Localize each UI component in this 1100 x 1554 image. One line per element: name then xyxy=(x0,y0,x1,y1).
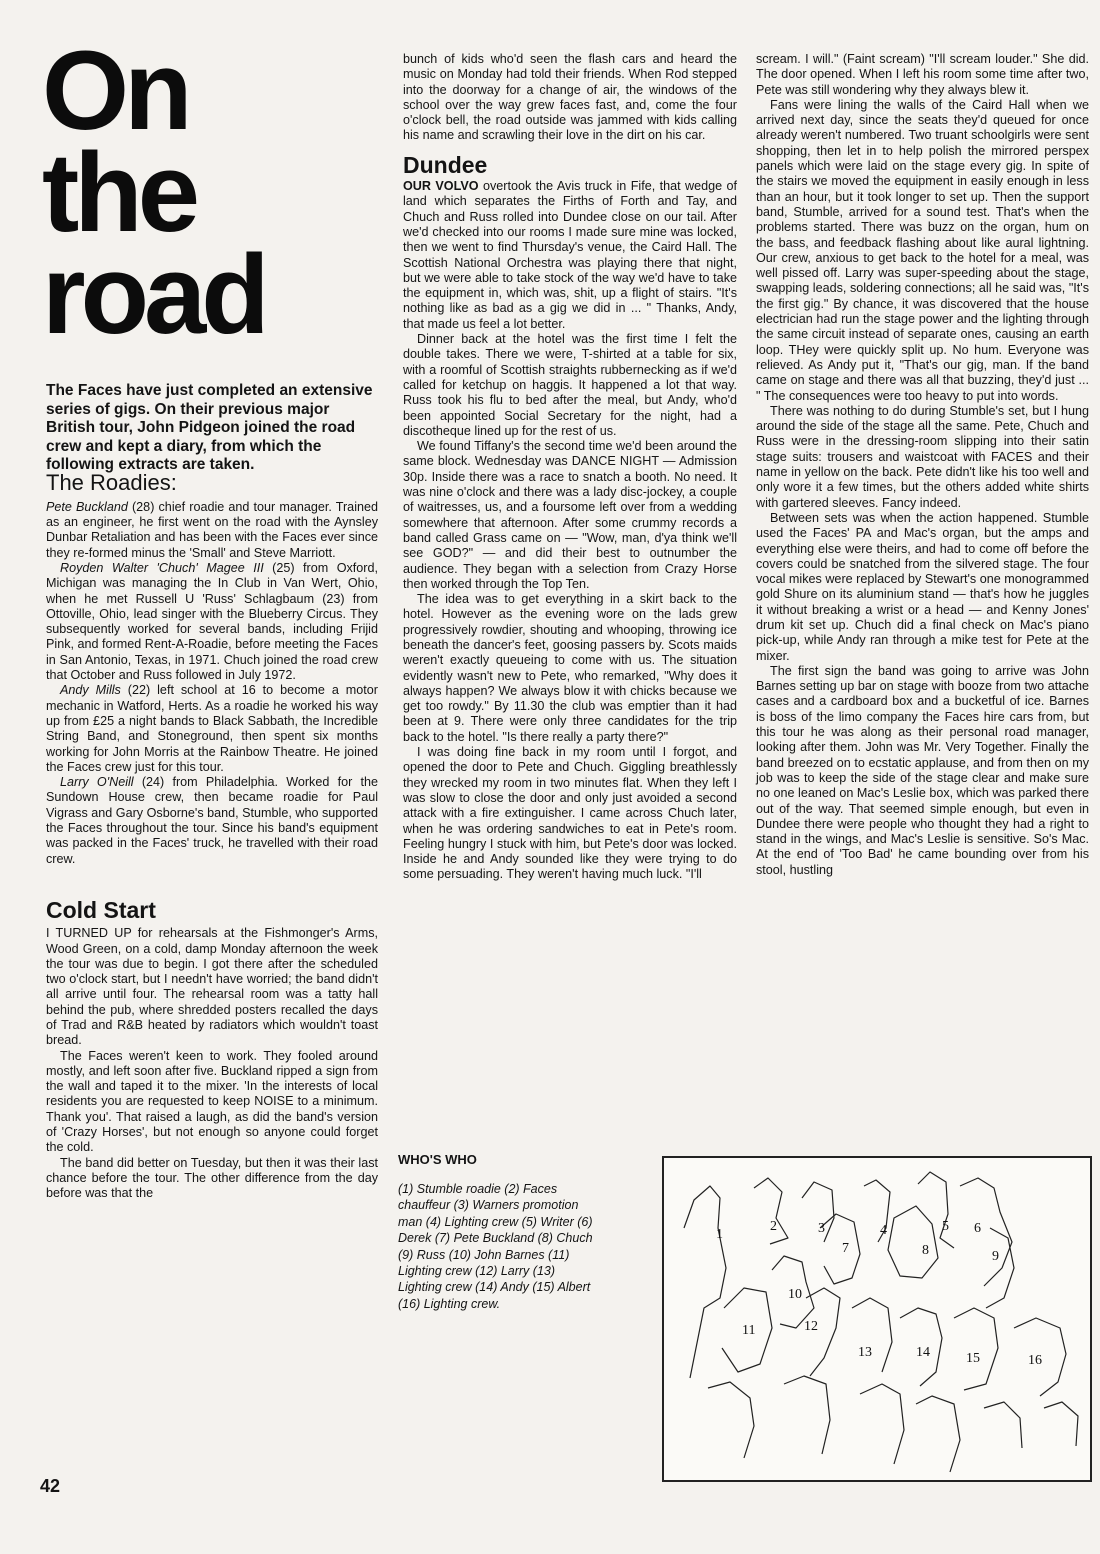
body-paragraph: Dinner back at the hotel was the first time I felt the double takes. There we were, T-shirted at a table for six, with a roomful of Scottish straights rubbernecking as if we'd called for ketchup on haggis. It happened a lot that way. Russ took his flu to bed after the meal, but Andy, who'd been appointed Social Secretary for the night, had a discotheque lined up for the rest of us. xyxy=(403,332,737,438)
column-middle xyxy=(403,52,737,883)
roadies-heading: The Roadies: xyxy=(46,469,177,495)
body-paragraph: Between sets was when the action happened. Stumble used the Faces' PA and Mac's organ, but the amps and everything else were theirs, and had to come off before the covers could be snatched from the silvered stage. The four vocal mikes were replaced by Stewart's one monogrammed gold Shure on its aluminium stand — that's how he juggles it without breaking a wrist or a head — and Kenny Jones' drum kit set up. Chuch did a final check on Mac's piano pick-up, while Andy ran through a mike test for Pete at the mixer. xyxy=(756,510,1089,663)
figure-number: 10 xyxy=(788,1287,802,1302)
photo-key-illustration xyxy=(662,1156,1092,1482)
roadie-name: Pete Buckland xyxy=(46,499,128,514)
body-paragraph: scream. I will." (Faint scream) "I'll scream louder." She did. The door opened. When I left his room some time after two, Pete was still wondering why they always blew it. xyxy=(756,52,1089,97)
body-paragraph: I TURNED UP for rehearsals at the Fishmonger's Arms, Wood Green, on a cold, damp Monday afternoon the week the tour was due to begin. I got there after the scheduled two o'clock start, but I needn't have worried; the band didn't all arrive until four. The rehearsal room was a tatty hall behind the pub, where shredded posters recalled the days of Trad and R&B heated by radiators which wouldn't toast bread. xyxy=(46,926,378,1048)
title-line-2: the xyxy=(42,130,195,255)
figure-number: 11 xyxy=(742,1323,756,1338)
body-paragraph: I was doing fine back in my room until I forgot, and opened the door to Pete and Chuch. Giggling breathlessly they wrecked my room in two minutes flat. When they left I was slow to close the door and only just avoided a second attack with a fire extinguisher. I came across Chuch later, when he was ordering sandwiches to eat in Pete's room. Feeling hungry I stuck with him, but Pete's door was locked. Inside he and Andy sounded like they were trying to do some persuading. They weren't having much luck. "I'll xyxy=(403,745,737,882)
cold-start-heading: Cold Start xyxy=(46,896,156,923)
title-line-1: On xyxy=(42,28,188,153)
figure-number: 2 xyxy=(770,1219,777,1234)
body-paragraph: The band did better on Tuesday, but then it was their last chance before the tour. The other difference from the day before was that the xyxy=(46,1155,378,1201)
figure-number: 5 xyxy=(942,1219,949,1234)
body-paragraph: The Faces weren't keen to work. They fooled around mostly, and left soon after five. Buckland ripped a sign from the wall and taped it to the mixer. 'In the interests of local residents you are requested to keep NOISE to a minimum. Thank you'. That raised a laugh, as did the band's version of 'Crazy Horses', but not enough so anyone could forget the cold. xyxy=(46,1048,378,1155)
roadie-paragraph: Larry O'Neill (24) from Philadelphia. Worked for the Sundown House crew, then became roadie for Paul Vigrass and Gary Osborne's band, Stumble, who supported the Faces throughout the tour. Since his band's equipment was packed in the Faces' truck, he travelled with their road crew. xyxy=(46,775,378,866)
figure-number: 4 xyxy=(880,1223,887,1238)
standfirst: The Faces have just completed an extensive series of gigs. On their previous major British tour, John Pidgeon joined the road crew and kept a diary, from which the following extracts are taken. xyxy=(46,382,373,473)
figure-number: 7 xyxy=(842,1241,849,1256)
column-right xyxy=(756,52,1089,878)
page-number: 42 xyxy=(40,1476,61,1496)
roadie-paragraph: Pete Buckland (28) chief roadie and tour manager. Trained as an engineer, he first went on the road with the Aynsley Dunbar Retaliation and has been with the Faces ever since they re-formed minus the 'Small' and Steve Marriott. xyxy=(46,499,379,560)
figure-number: 6 xyxy=(974,1221,981,1236)
figure-number: 12 xyxy=(804,1319,818,1334)
whos-who-heading: WHO'S WHO xyxy=(398,1152,477,1167)
roadie-paragraph: Royden Walter 'Chuch' Magee III (25) from Oxford, Michigan was managing the In Club in Van Wert, Ohio, when he met Russell U 'Russ' Schlagbaum (23) from Ottoville, Ohio, lead singer with the Blueberry Circus. They subsequently worked for several bands, including Frijid Pink, and formed Rent-A-Roadie, before meeting the Faces in San Antonio, Texas, in 1971. Chuch joined the road crew that October and Russ followed in July 1972. xyxy=(46,560,379,683)
body-paragraph: OUR VOLVO overtook the Avis truck in Fife, that wedge of land which separates the Firths of Forth and Tay, and Chuch and Russ rolled into Dundee close on our tail. After we'd checked into our rooms I made sure mine was locked, then we went to find Thursday's venue, the Caird Hall. The Scottish National Orchestra was playing there that night, but we were able to take stock of the way we'd have to take the equipment in, which was, shit, up a flight of stairs. "It's nothing like as bad as a gig we did in ... " Thanks, Andy, that made us feel a lot better. xyxy=(403,179,738,331)
figure-number: 16 xyxy=(1028,1353,1042,1368)
figure-number: 15 xyxy=(966,1351,980,1366)
whos-who-text: (1) Stumble roadie (2) Faces chauffeur (3) Warners promotion man (4) Lighting crew (5) Writer (6) Derek (7) Pete Buckland (8) Chuch (9) Russ (10) John Barnes (11) Lighting crew (12) Larry (13) Lighting crew (14) Andy (15) Albert (16) Lighting crew. xyxy=(398,1182,593,1311)
dundee-heading: Dundee xyxy=(403,151,488,178)
roadie-name: Andy Mills xyxy=(60,683,121,698)
body-paragraph: There was nothing to do during Stumble's set, but I hung around the side of the stage all the same. Pete, Chuch and Russ were in the dressing-room slipping into their satin stage suits: trousers and waistcoat with FACES and their name in yellow on the back. Pete didn't like his too well and only wore it a few times, but the others added white shirts with gartered sleeves. Fancy indeed. xyxy=(756,403,1089,510)
figure-number: 8 xyxy=(922,1243,929,1258)
body-paragraph: We found Tiffany's the second time we'd been around the same block. Wednesday was DANCE NIGHT — Admission 30p. Inside there was a race to snatch a booth. No need. It was nine o'clock and there was a lady disc-jockey, a couple of waitresses, us, and a foursome left over from a wedding somewhere that afternoon. After some crummy records a band called Grass came on — "Wow, man, d'ya think we'll see GOD?" — and did their best to outnumber the audience. They began with a selection from Crazy Horse then worked through the Top Ten. xyxy=(403,439,737,591)
whos-who-caption xyxy=(398,1152,598,1312)
figure-number: 13 xyxy=(858,1345,872,1360)
body-paragraph: Fans were lining the walls of the Caird Hall when we arrived next day, since the seats they'd queued for once already weren't numbered. Two truant schoolgirls were sent shopping, then let in to help polish the mirrored perspex panels which were laid on the stage every gig. In spite of the stairs we moved the equipment in easily enough in less than an hour, but it took longer to set up. Then the support band, Stumble, arrived for a sound test. That's when the problems started. There was buzz on the organ, hum on the bass, and feedback flashing about like aural lightning. Our crew, anxious to get back to the hotel for a meal, was well pissed off. Larry was super-speeding about the stage, swapping leads, soldering connections; all he said was, "It's the first gig." By chance, it was discovered that the house electrician had run the stage power and the lighting through the same circuit instead of separate ones, causing an earth loop. THey were quickly split up. No hum. Everyone was relieved. As Andy put it, "That's our gig, man. If the band came on stage and there was all that buzzing, they'd just ... " The consequences were too heavy to put into words. xyxy=(756,97,1089,403)
article-title xyxy=(42,28,378,357)
body-paragraph: The first sign the band was going to arrive was John Barnes setting up bar on stage with booze from two attache cases and a cardboard box and a bucketful of ice. Barnes is boss of the limo company the Faces hire cars from, but this tour he was along as their personal road manager, looking after them. John was Mr. Very Together. Finally the band breezed on to ecstatic applause, and from then on my job was to keep the side of the stage clear and make sure no one leaned on Mac's Leslie box, which was parked there out of the way. That seemed simple enough, but even in Dundee there were people who thought they had a right to stand in the wings, and Mac's Leslie is sensitive. So's Mac. At the end of 'Too Bad' he came bounding over from his stool, hustling xyxy=(756,663,1089,877)
lead-in: OUR VOLVO xyxy=(403,179,479,194)
figure-number: 1 xyxy=(716,1227,723,1242)
roadie-name: Royden Walter 'Chuch' Magee III xyxy=(60,560,264,575)
figure-number: 3 xyxy=(818,1221,825,1236)
figure-number: 14 xyxy=(916,1345,930,1360)
roadie-name: Larry O'Neill xyxy=(60,775,134,790)
line-drawing-key xyxy=(664,1158,1090,1480)
column-left xyxy=(42,28,379,1202)
roadie-paragraph: Andy Mills (22) left school at 16 to become a motor mechanic in Watford, Herts. As a roadie he worked his way up from £25 a night bands to Black Sabbath, the Incredible String Band, and Stoneground, then spent six months working for John Morris at the Rainbow Theatre. He joined the Faces crew just for this tour. xyxy=(46,683,378,774)
body-paragraph: The idea was to get everything in a skirt back to the hotel. However as the evening wore on the lads grew progressively rowdier, shouting and whooping, throwing ice beneath the dancer's feet, goosing passers by. Scots maids weren't exactly queueing to come with us. The situation evidently wasn't new to Pete, who remarked, "Why does it always happen? We always blow it with chicks because we get too rowdy." By 11.30 the club was emptier than it had been at 9. There were only three candidates for the trip back to the hotel. "Is there really a party there?" xyxy=(403,592,737,744)
body-paragraph: bunch of kids who'd seen the flash cars and heard the music on Monday had told their friends. When Rod stepped into the doorway for a change of air, the windows of the school over the way grew faces fast, and, come the four o'clock bell, the road outside was jammed with kids calling his name and scrawling their love in the dirt on his car. xyxy=(403,52,737,143)
figure-number: 9 xyxy=(992,1249,999,1264)
title-line-3: road xyxy=(42,232,265,357)
